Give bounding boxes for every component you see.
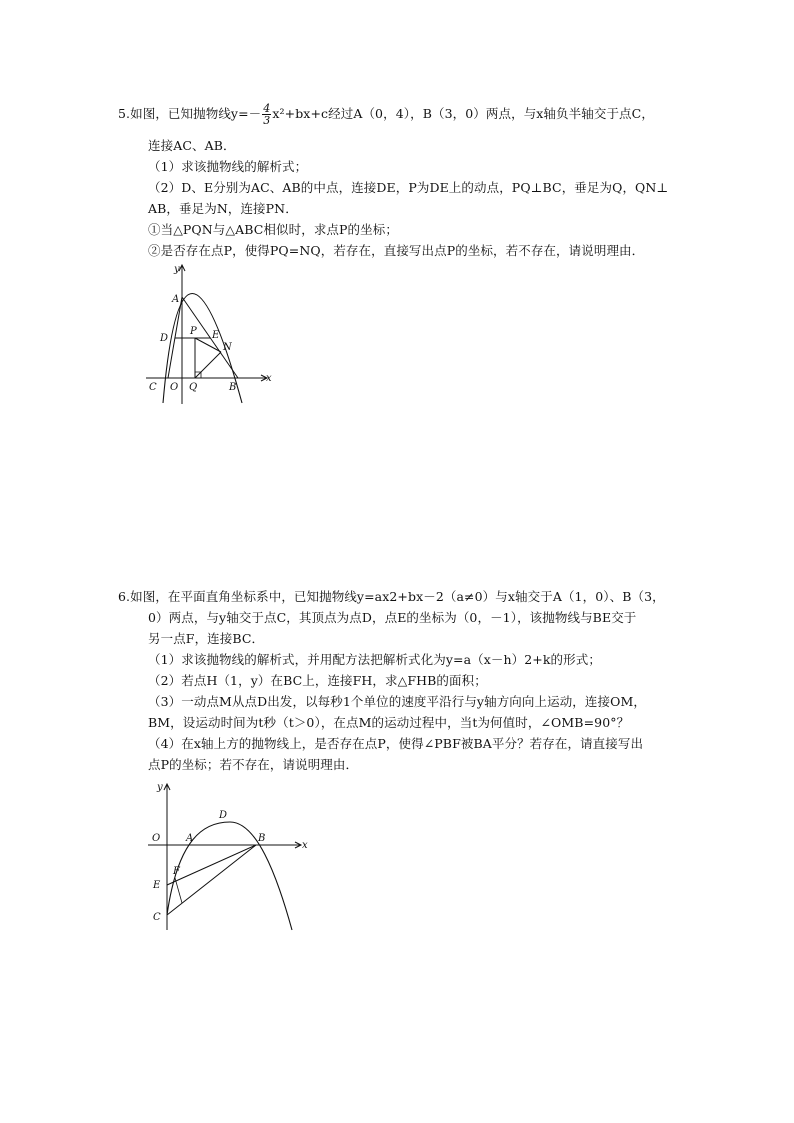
q5-line-4: （2）D、E分别为AC、AB的中点，连接DE，P为DE上的动点，PQ⊥BC，垂足为Q，QN⊥ — [148, 180, 669, 195]
q5-label-p: P — [190, 326, 197, 337]
q6-label-b: B — [258, 833, 266, 844]
q6-line-7: BM，设运动时间为t秒（t＞0），在点M的运动过程中，当t为何值时，∠OMB=90°？ — [148, 715, 630, 730]
q5-line-2: 连接AC、AB． — [148, 138, 236, 153]
q5-label-q: Q — [189, 382, 198, 393]
q6-line-3: 另一点F，连接BC． — [148, 631, 265, 646]
q6-line-1: 6.如图，在平面直角坐标系中，已知抛物线y=ax2+bx－2（a≠0）与x轴交于A（1，0）、B（3， — [118, 589, 665, 604]
q5-fraction-numerator: 4 — [263, 102, 271, 115]
q6-segment-bc — [167, 845, 256, 915]
q6-line-8: （4）在x轴上方的抛物线上，是否存在点P，使得∠PBF被BA平分？若存在，请直接写出 — [148, 736, 644, 751]
q5-line-5: AB，垂足为N，连接PN． — [148, 201, 298, 216]
q5-label-e: E — [212, 330, 220, 341]
q6-line-6: （3）一动点M从点D出发，以每秒1个单位的速度平沿行与y轴方向向上运动，连接OM， — [148, 694, 646, 709]
q5-label-o: O — [170, 382, 179, 393]
q5-label-c: C — [149, 382, 157, 393]
q6-label-e: E — [153, 880, 161, 891]
q5-label-n: N — [223, 342, 232, 353]
q6-label-a: A — [186, 833, 194, 844]
q5-label-d: D — [160, 333, 169, 344]
q5-label-x: x — [266, 373, 272, 384]
q5-line-6: ①当△PQN与△ABC相似时，求点P的坐标； — [148, 222, 398, 237]
q5-line-7: ②是否存在点P，使得PQ=NQ，若存在，直接写出点P的坐标，若不存在，请说明理由． — [148, 243, 645, 258]
q6-segment-fh — [175, 878, 182, 903]
q6-line-9: 点P的坐标；若不存在，请说明理由． — [148, 757, 359, 772]
q6-line-2: 0）两点，与y轴交于点C，其顶点为点D，点E的坐标为（0，－1），该抛物线与BE交于 — [148, 610, 637, 625]
q6-label-x: x — [302, 840, 308, 851]
q5-line-1-pre: 5.如图，已知抛物线y=－ — [118, 106, 262, 121]
q5-label-a: A — [172, 294, 180, 305]
q6-line-5: （2）若点H（1，y）在BC上，连接FH，求△FHB的面积； — [148, 673, 487, 688]
q5-fraction-denominator: 3 — [263, 114, 271, 127]
q5-line-1-post: x²+bx+c经过A（0，4），B（3，0）两点，与x轴负半轴交于点C， — [272, 106, 654, 121]
q6-label-o: O — [152, 833, 161, 844]
q6-label-f: F — [173, 866, 180, 877]
q5-label-b: B — [229, 382, 237, 393]
q6-label-c: C — [153, 912, 161, 923]
q6-segment-be — [167, 845, 256, 885]
q6-line-4: （1）求该抛物线的解析式，并用配方法把解析式化为y=a（x－h）2+k的形式； — [148, 652, 601, 667]
q5-line-3: （1）求该抛物线的解析式； — [148, 159, 308, 174]
q6-label-d: D — [219, 810, 228, 821]
q6-label-y: y — [157, 782, 163, 793]
q5-label-y: y — [174, 264, 180, 275]
